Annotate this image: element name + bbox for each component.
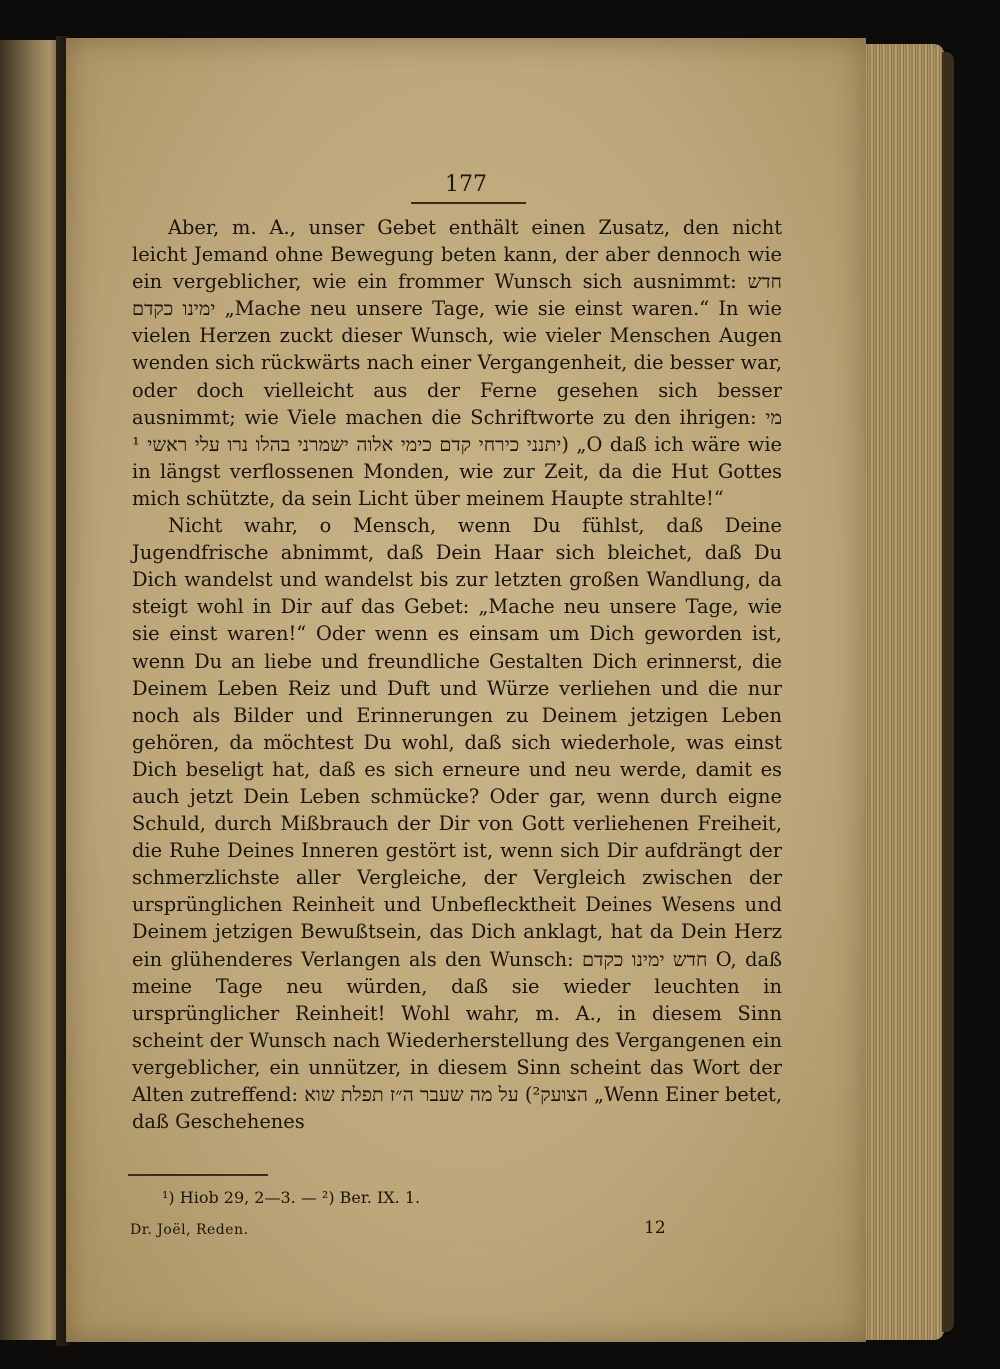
paragraph-2: Nicht wahr, o Mensch, wenn Du fühlst, daß Deine Jugendfrische abnimmt, daß Dein Haar sich bleichet, daß Du Dich wandelst und wandelst bis zur letzten großen Wandlung, da steigt wohl in Dir auf das Gebet: „Mache neu unsere Tage, wie sie einst waren!“ Oder wenn es einsam um Dich geworden ist, wenn Du an liebe und freundliche Gestalten Dich erinnerst, die Deinem Leben Reiz und Duft und Würze verliehen und die nur noch als Bilder und Erinnerungen zu Deinem jetzigen Leben gehören, da möchtest Du wohl, daß sich wiederhole, was einst Dich beseligt hat, daß es sich erneure und neu werde, damit es auch jetzt Dein Leben schmücke? Oder gar, wenn durch eigne Schuld, durch Mißbrauch der Dir von Gott verliehenen Freiheit, die Ruhe Deines Inneren gestört ist, wenn sich Dir aufdrängt der schmerzlichste aller Vergleiche, der Vergleich zwischen der ursprünglichen Reinheit und Unbeflecktheit Deines Wesens und Deinem jetzigen Bewußtsein, das Dich anklagt, hat da Dein Herz ein glühenderes Verlangen als den Wunsch: חדש ימינו כקדם O, daß meine Tage neu würden, daß sie wieder leuchten in ursprünglicher Reinheit! Wohl wahr, m. A., in diesem Sinn scheint der Wunsch nach Wiederherstellung des Vergangenen ein vergeblicher, ein unnützer, in diesem Sinn scheint das Wort der Alten zutreffend: הצועק²) על מה שעבר ה״ז תפלת שוא „Wenn Einer betet, daß Geschehenes (132, 514, 782, 1134)
footnote-rule (128, 1174, 268, 1176)
header-rule (411, 202, 526, 204)
left-page-edge (0, 40, 62, 1340)
sheet-number: 12 (644, 1218, 666, 1238)
book-page (66, 38, 866, 1342)
paragraph-1: Aber, m. A., unser Gebet enthält einen Zusatz, den nicht leicht Jemand ohne Bewegung beten kann, der aber dennoch wie ein vergeblicher, wie ein frommer Wunsch sich ausnimmt: חדש ימינו כקדם „Mache neu unsere Tage, wie sie einst waren.“ In wie vielen Herzen zuckt dieser Wunsch, wie vieler Menschen Augen wenden sich rückwärts nach einer Vergangenheit, die besser war, oder doch vielleicht aus der Ferne gesehen sich besser ausnimmt; wie Viele machen die Schriftworte zu den ihrigen: מי יתנני כירחי קדם כימי אלוה ישמרני בהלו נרו עלי ראשי ¹) „O daß ich wäre wie in längst verflossenen Monden, wie zur Zeit, da die Hut Gottes mich schützte, da sein Licht über meinem Haupte strahlte!“ (132, 216, 783, 510)
body-text (132, 214, 782, 1135)
signature-line: Dr. Joël, Reden. (130, 1222, 249, 1238)
page-number: 177 (445, 172, 487, 197)
page-stack-edge (862, 44, 944, 1340)
footnotes: ¹) Hiob 29, 2—3. — ²) Ber. IX. 1. (162, 1188, 421, 1207)
